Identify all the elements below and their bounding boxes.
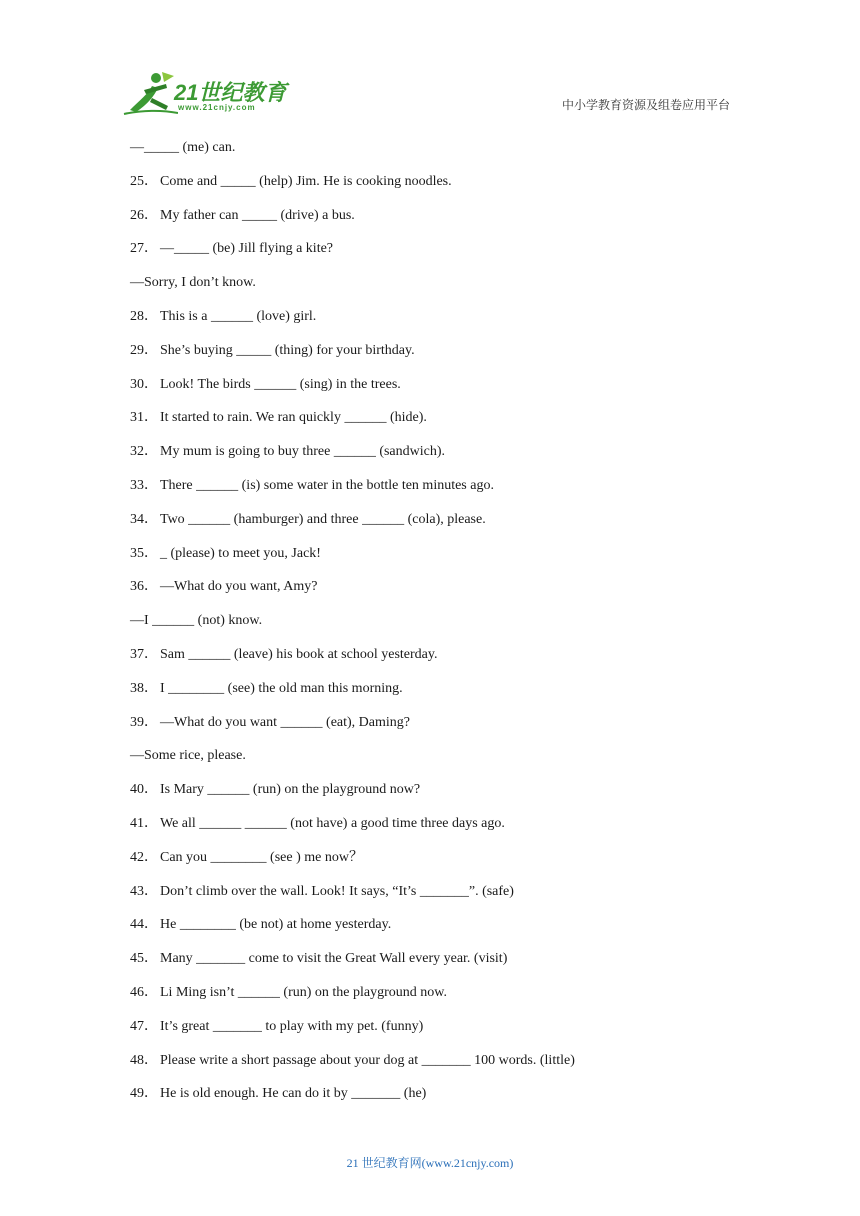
question-text: Look! The birds ______ (sing) in the trees.: [160, 376, 401, 392]
exercise-line: [130, 848, 730, 882]
question-text: Can you ________ (see ) me now？: [160, 849, 363, 865]
question-number: 34．: [130, 511, 158, 527]
exercise-line: [130, 273, 730, 307]
question-number: 36．: [130, 579, 158, 595]
question-number: 49．: [130, 1086, 158, 1102]
question-number: 31．: [130, 410, 158, 426]
question-text: I ________ (see) the old man this morning.: [160, 680, 403, 696]
exercise-line: [130, 476, 730, 510]
question-text: It started to rain. We ran quickly ______ (hide).: [160, 410, 427, 426]
question-text: My mum is going to buy three ______ (sandwich).: [160, 444, 446, 460]
exercise-line: [130, 713, 730, 747]
question-number: 43．: [130, 883, 158, 899]
exercise-line: [130, 1051, 730, 1085]
exercise-line: [130, 915, 730, 949]
question-number: 38．: [130, 680, 158, 696]
question-text: Sam ______ (leave) his book at school yesterday.: [160, 646, 438, 662]
question-number: 32．: [130, 444, 158, 460]
question-text: He ________ (be not) at home yesterday.: [160, 917, 392, 933]
question-number: 29．: [130, 342, 158, 358]
question-number: 40．: [130, 782, 158, 798]
question-text: It’s great _______ to play with my pet. (funny): [160, 1018, 424, 1034]
question-text: Please write a short passage about your dog at _______ 100 words. (little): [160, 1052, 575, 1068]
question-number: 39．: [130, 714, 158, 730]
question-number: 25．: [130, 173, 158, 189]
page-header: [0, 0, 860, 120]
exercise-line: [130, 307, 730, 341]
question-text: —What do you want, Amy?: [160, 579, 318, 595]
question-text: This is a ______ (love) girl.: [160, 308, 317, 324]
question-number: 42．: [130, 849, 158, 865]
exercise-line: [130, 1084, 730, 1118]
question-text: —_____ (be) Jill flying a kite?: [160, 241, 334, 257]
exercise-line: [130, 341, 730, 375]
exercise-line: [130, 577, 730, 611]
exercise-line: [130, 679, 730, 713]
page-footer[interactable]: 21 世纪教育网(www.21cnjy.com): [346, 1156, 514, 1170]
question-number: 33．: [130, 477, 158, 493]
question-text: —Sorry, I don’t know.: [130, 275, 256, 291]
logo-url: www.21cnjy.com: [178, 103, 256, 112]
question-number: 44．: [130, 917, 158, 933]
exercise-line: [130, 239, 730, 273]
exercise-line: [130, 1017, 730, 1051]
question-number: 48．: [130, 1052, 158, 1068]
question-text: We all ______ ______ (not have) a good time three days ago.: [160, 815, 505, 831]
exercise-line: [130, 375, 730, 409]
exercise-line: [130, 544, 730, 578]
exercise-line: [130, 746, 730, 780]
question-number: 41．: [130, 815, 158, 831]
question-number: 26．: [130, 207, 158, 223]
exercise-line: [130, 510, 730, 544]
question-text: —Some rice, please.: [130, 748, 246, 764]
question-number: 27．: [130, 241, 158, 257]
question-number: 28．: [130, 308, 158, 324]
question-text: —What do you want ______ (eat), Daming?: [160, 714, 410, 730]
question-text: —I ______ (not) know.: [130, 613, 263, 629]
running-figure-icon: [122, 70, 178, 116]
question-number: 37．: [130, 646, 158, 662]
exercise-line: [130, 138, 730, 172]
question-text: Many _______ come to visit the Great Wall every year. (visit): [160, 951, 508, 967]
exercise-line: [130, 206, 730, 240]
question-text: Don’t climb over the wall. Look! It says, “It’s _______”. (safe): [160, 883, 514, 899]
exercise-line: [130, 780, 730, 814]
exercise-line: [130, 882, 730, 916]
question-text: He is old enough. He can do it by _______ (he): [160, 1086, 427, 1102]
question-text: There ______ (is) some water in the bottle ten minutes ago.: [160, 477, 494, 493]
question-text: _ (please) to meet you, Jack!: [160, 545, 321, 561]
exercise-line: [130, 645, 730, 679]
question-text: Is Mary ______ (run) on the playground now?: [160, 782, 421, 798]
exercise-line: [130, 172, 730, 206]
exercise-line: [130, 814, 730, 848]
exercise-line: [130, 442, 730, 476]
question-text: Two ______ (hamburger) and three ______ (cola), please.: [160, 511, 486, 527]
question-text: Come and _____ (help) Jim. He is cooking noodles.: [160, 173, 452, 189]
question-text: —_____ (me) can.: [130, 140, 236, 155]
header-tagline: 中小学教育资源及组卷应用平台: [561, 98, 730, 112]
exercise-list: [130, 138, 730, 1118]
question-number: 46．: [130, 984, 158, 1000]
exercise-line: [130, 983, 730, 1017]
exercise-line: [130, 611, 730, 645]
question-number: 30．: [130, 376, 158, 392]
question-number: 47．: [130, 1018, 158, 1034]
question-text: She’s buying _____ (thing) for your birthday.: [160, 342, 415, 358]
exercise-line: [130, 949, 730, 983]
exercise-line: [130, 408, 730, 442]
question-text: My father can _____ (drive) a bus.: [160, 207, 355, 223]
question-number: 35．: [130, 545, 158, 561]
logo: [122, 70, 292, 116]
logo-text: 21世纪教育: [174, 80, 287, 105]
question-text: Li Ming isn’t ______ (run) on the playground now.: [160, 984, 447, 1000]
question-number: 45．: [130, 951, 158, 967]
